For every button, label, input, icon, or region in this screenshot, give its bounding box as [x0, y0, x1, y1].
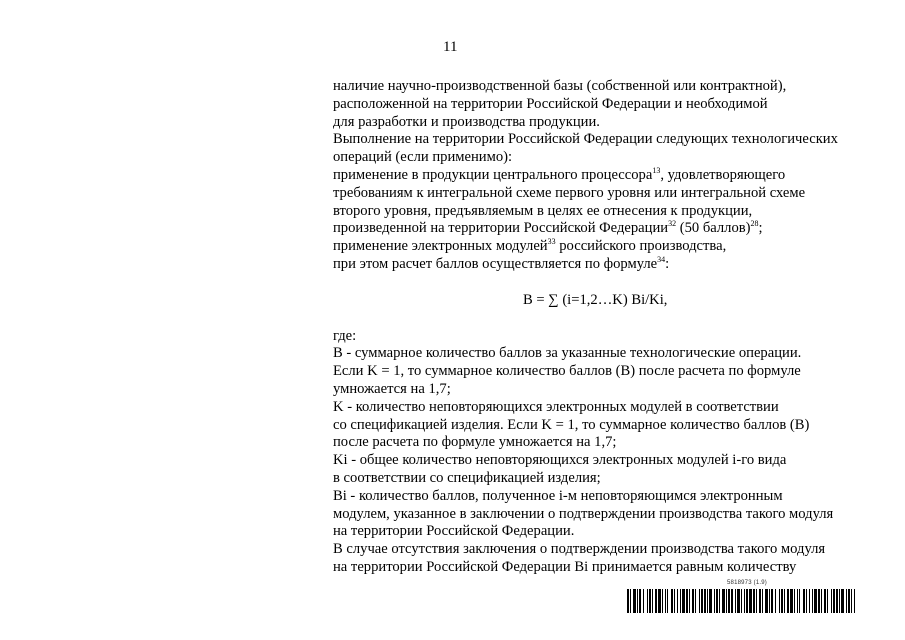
text-line: второго уровня, предъявляемым в целях ее отнесения к продукции,	[333, 202, 753, 219]
text-line: на территории Российской Федерации.	[333, 523, 575, 540]
text-line: В случае отсутствия заключения о подтверждении производства такого модуля	[333, 541, 826, 558]
text-line: модулем, указанное в заключении о подтверждении производства такого модуля	[333, 505, 834, 522]
barcode-icon	[627, 589, 855, 613]
footnote-ref: 32	[668, 219, 677, 229]
text-line: операций (если применимо):	[333, 149, 513, 166]
text-line-cpu: применение в продукции центрального процессора$^{13}$, удовлетворяющего	[333, 166, 786, 183]
footnote-ref: 33	[547, 237, 556, 247]
text-line-produced: произведенной на территории Российской Федерации$^{32}$ (50 баллов)$^{28}$;	[333, 219, 763, 237]
text-line: Если K = 1, то суммарное количество баллов (B) после расчета по формуле	[333, 363, 801, 380]
text-line: Выполнение на территории Российской Федерации следующих технологических	[333, 131, 838, 148]
text-line: в соответствии со спецификацией изделия;	[333, 469, 601, 486]
text-line: умножается на 1,7;	[333, 380, 451, 397]
text-line-calc: при этом расчет баллов осуществляется по формуле$^{34}$:	[333, 255, 670, 272]
footnote-ref: 34	[657, 255, 666, 265]
text-line: наличие научно-производственной базы (собственной или контрактной),	[333, 78, 787, 94]
text-line: после расчета по формуле умножается на 1,7;	[333, 434, 617, 451]
text-line-modules: применение электронных модулей$^{33}$ российского производства,	[333, 237, 727, 255]
text-line: где:	[333, 327, 357, 344]
text-line: со спецификацией изделия. Если K = 1, то суммарное количество баллов (B)	[333, 416, 810, 433]
text-line: требованиям к интегральной схеме первого уровня или интегральной схеме	[333, 184, 806, 201]
footnote-ref: 13	[652, 166, 661, 176]
text-line: K - количество неповторяющихся электронных модулей в соответствии	[333, 398, 779, 415]
formula: B = ∑ (i=1,2…K) Bi/Ki,	[523, 291, 668, 308]
page-number: 11	[443, 39, 458, 55]
text-line: Bi - количество баллов, полученное i-м неповторяющимся электронным	[333, 487, 783, 504]
document-body	[333, 78, 873, 577]
footnote-ref: 28	[750, 219, 759, 229]
text-line: B - суммарное количество баллов за указанные технологические операции.	[333, 345, 802, 362]
text-line: на территории Российской Федерации Bi принимается равным количеству	[333, 558, 797, 575]
text-line: Ki - общее количество неповторяющихся электронных модулей i-го вида	[333, 452, 787, 469]
text-line: расположенной на территории Российской Федерации и необходимой	[333, 95, 768, 112]
text-line: для разработки и производства продукции.	[333, 113, 600, 130]
barcode-caption: 5818973 (1.9)	[727, 580, 767, 586]
